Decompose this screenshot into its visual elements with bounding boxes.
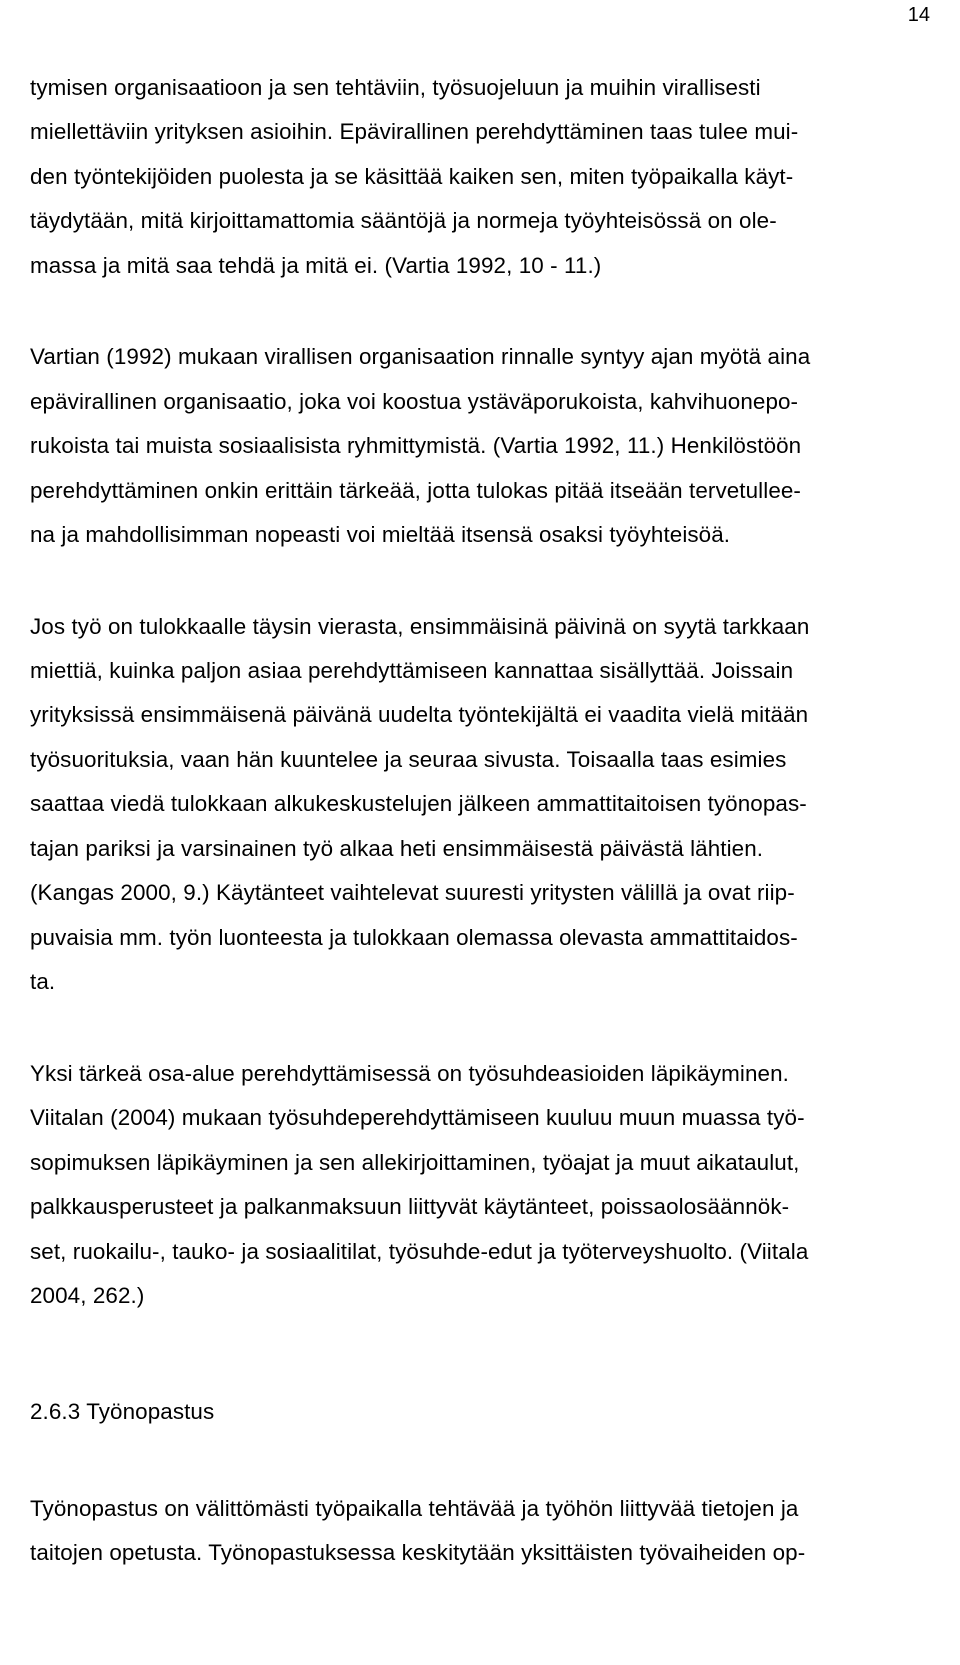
paragraph-2-line-4: perehdyttäminen onkin erittäin tärkeää, jotta tulokas pitää itseään tervetullee- (30, 478, 801, 503)
paragraph-2-line-1: Vartian (1992) mukaan virallisen organisaation rinnalle syntyy ajan myötä aina (30, 344, 811, 369)
paragraph-1-line-3: den työntekijöiden puolesta ja se käsittää kaiken sen, miten työpaikalla käyt- (30, 164, 794, 189)
final-paragraph-line-1: Työnopastus on välittömästi työpaikalla tehtävää ja työhön liittyvää tietojen ja (30, 1496, 799, 1521)
paragraph-3-line-9: ta. (30, 969, 56, 994)
paragraph-3-line-8: puvaisia mm. työn luonteesta ja tulokkaan olemassa olevasta ammattitaidos- (30, 925, 798, 950)
paragraph-1-line-4: täydytään, mitä kirjoittamattomia sääntöjä ja normeja työyhteisössä on ole- (30, 208, 777, 233)
section-heading: 2.6.3 Työnopastus (30, 1399, 215, 1424)
paragraph-3-line-5: saattaa viedä tulokkaan alkukeskustelujen jälkeen ammattitaitoisen työnopas- (30, 791, 807, 816)
paragraph-3-line-6: tajan pariksi ja varsinainen työ alkaa heti ensimmäisestä päivästä lähtien. (30, 836, 764, 861)
paragraph-1-line-5: massa ja mitä saa tehdä ja mitä ei. (Vartia 1992, 10 - 11.) (30, 253, 602, 278)
paragraph-2-line-5: na ja mahdollisimman nopeasti voi mieltää itsensä osaksi työyhteisöä. (30, 522, 731, 547)
paragraph-3-line-7: (Kangas 2000, 9.) Käytänteet vaihtelevat suuresti yritysten välillä ja ovat riip- (30, 880, 795, 905)
paragraph-3-line-3: yrityksissä ensimmäisenä päivänä uudelta työntekijältä ei vaadita vielä mitään (30, 702, 809, 727)
paragraph-4-line-1: Yksi tärkeä osa-alue perehdyttämisessä on työsuhdeasioiden läpikäyminen. (30, 1061, 789, 1086)
paragraph-1-line-1: tymisen organisaatioon ja sen tehtäviin, työsuojeluun ja muihin virallisesti (30, 75, 761, 100)
paragraph-3-line-1: Jos työ on tulokkaalle täysin vierasta, ensimmäisinä päivinä on syytä tarkkaan (30, 614, 810, 639)
paragraph-4-line-2: Viitalan (2004) mukaan työsuhdeperehdyttämiseen kuuluu muun muassa työ- (30, 1105, 805, 1130)
paragraph-3-line-4: työsuorituksia, vaan hän kuuntelee ja seuraa sivusta. Toisaalla taas esimies (30, 747, 787, 772)
paragraph-3-line-2: miettiä, kuinka paljon asiaa perehdyttämiseen kannattaa sisällyttää. Joissain (30, 658, 794, 683)
paragraph-2-line-2: epävirallinen organisaatio, joka voi koostua ystäväporukoista, kahvihuonepo- (30, 389, 799, 414)
paragraph-1-line-2: miellettäviin yrityksen asioihin. Epävirallinen perehdyttäminen taas tulee mui- (30, 119, 799, 144)
paragraph-4-line-3: sopimuksen läpikäyminen ja sen allekirjoittaminen, työajat ja muut aikataulut, (30, 1150, 800, 1175)
paragraph-4-line-4: palkkausperusteet ja palkanmaksuun liittyvät käytänteet, poissaolosäännök- (30, 1194, 790, 1219)
paragraph-4-line-6: 2004, 262.) (30, 1283, 145, 1308)
paragraph-4-line-5: set, ruokailu-, tauko- ja sosiaalitilat, työsuhde-edut ja työterveyshuolto. (Viitala (30, 1239, 809, 1264)
final-paragraph-line-2: taitojen opetusta. Työnopastuksessa keskitytään yksittäisten työvaiheiden op- (30, 1540, 806, 1565)
paragraph-2-line-3: rukoista tai muista sosiaalisista ryhmittymistä. (Vartia 1992, 11.) Henkilöstöön (30, 433, 802, 458)
page-number: 14 (907, 4, 930, 26)
